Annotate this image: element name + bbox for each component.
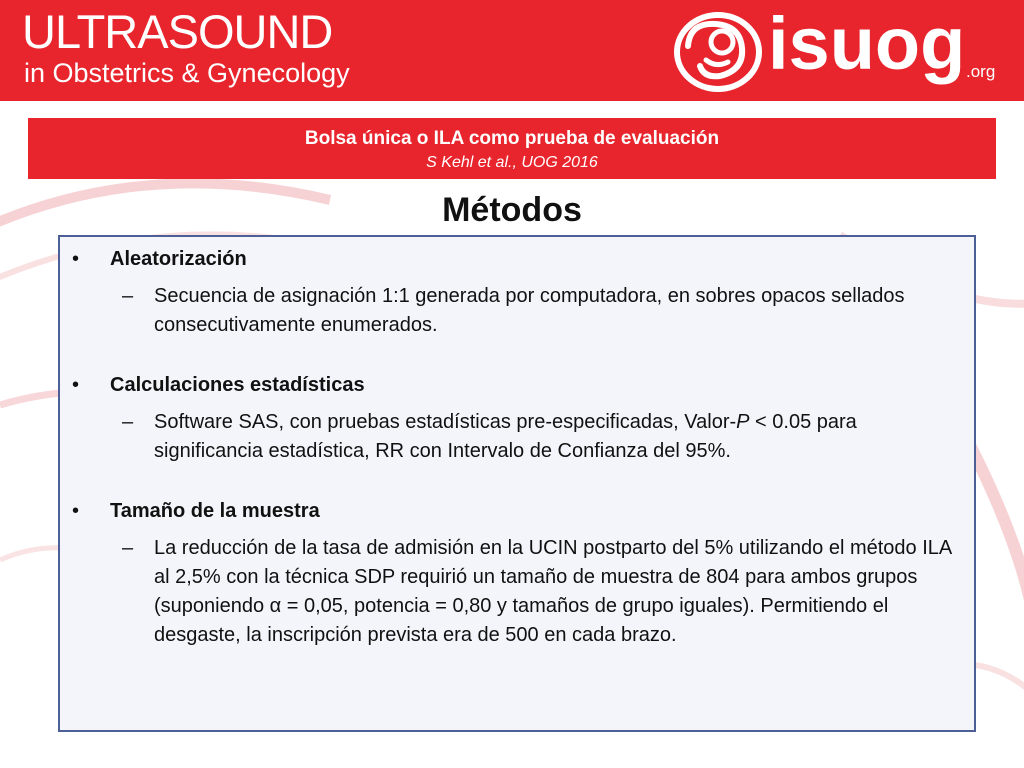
sub-bullet-text: La reducción de la tasa de admisión en la UCIN postparto del 5% utilizando el método ILA al 2,5% con la técnica SDP requirió un tamaño de muestra de 804 para ambos grupos (suponiendo α = 0,05, potencia = 0,80 y tamaños de grupo iguales). Permitiendo el desgaste, la inscripción prevista era de 500 en cada brazo. — [154, 537, 952, 646]
journal-subtitle: in Obstetrics & Gynecology — [24, 58, 350, 88]
citation: S Kehl et al., UOG 2016 — [426, 154, 598, 171]
sub-bullet-marker: – — [122, 285, 134, 307]
sub-bullet-text — [154, 411, 857, 462]
isuog-wordmark: isuog — [768, 2, 966, 85]
header-banner — [0, 0, 1024, 101]
fetus-emblem-icon — [670, 8, 766, 94]
sub-bullet-text: Secuencia de asignación 1:1 generada por computadora, en sobres opacos sellados consecutivamente enumerados. — [154, 285, 905, 336]
bullet-heading: Tamaño de la muestra — [110, 500, 320, 522]
sub-bullet-text-prefix: Software SAS, con pruebas estadísticas pre-especificadas, Valor- — [154, 411, 737, 433]
bullet-marker: • — [72, 500, 80, 522]
sub-bullet-text-suffix: < 0.05 para significancia estadística, RR con Intervalo de Confianza del 95%. — [154, 411, 857, 462]
sub-bullet-marker: – — [122, 537, 134, 559]
sub-bullet-marker: – — [122, 411, 134, 433]
bullet-item-aleatorizacion — [60, 245, 974, 340]
bullet-marker: • — [72, 248, 80, 270]
bullet-marker: • — [72, 374, 80, 396]
subtitle-bar — [28, 118, 996, 179]
journal-title: ULTRASOUND — [22, 5, 333, 58]
content-box — [58, 235, 976, 732]
bullet-list — [60, 245, 974, 650]
p-value-symbol: P — [736, 411, 750, 433]
bullet-heading: Calculaciones estadísticas — [110, 374, 365, 396]
isuog-logo — [670, 2, 1010, 94]
bullet-item-tamano-muestra — [60, 497, 974, 650]
bullet-item-calculaciones — [60, 371, 974, 466]
subtitle-title: Bolsa única o ILA como prueba de evaluación — [304, 128, 720, 149]
slide-title: Métodos — [442, 191, 582, 229]
bullet-heading: Aleatorización — [110, 248, 247, 270]
isuog-org-suffix: .org — [966, 62, 996, 81]
